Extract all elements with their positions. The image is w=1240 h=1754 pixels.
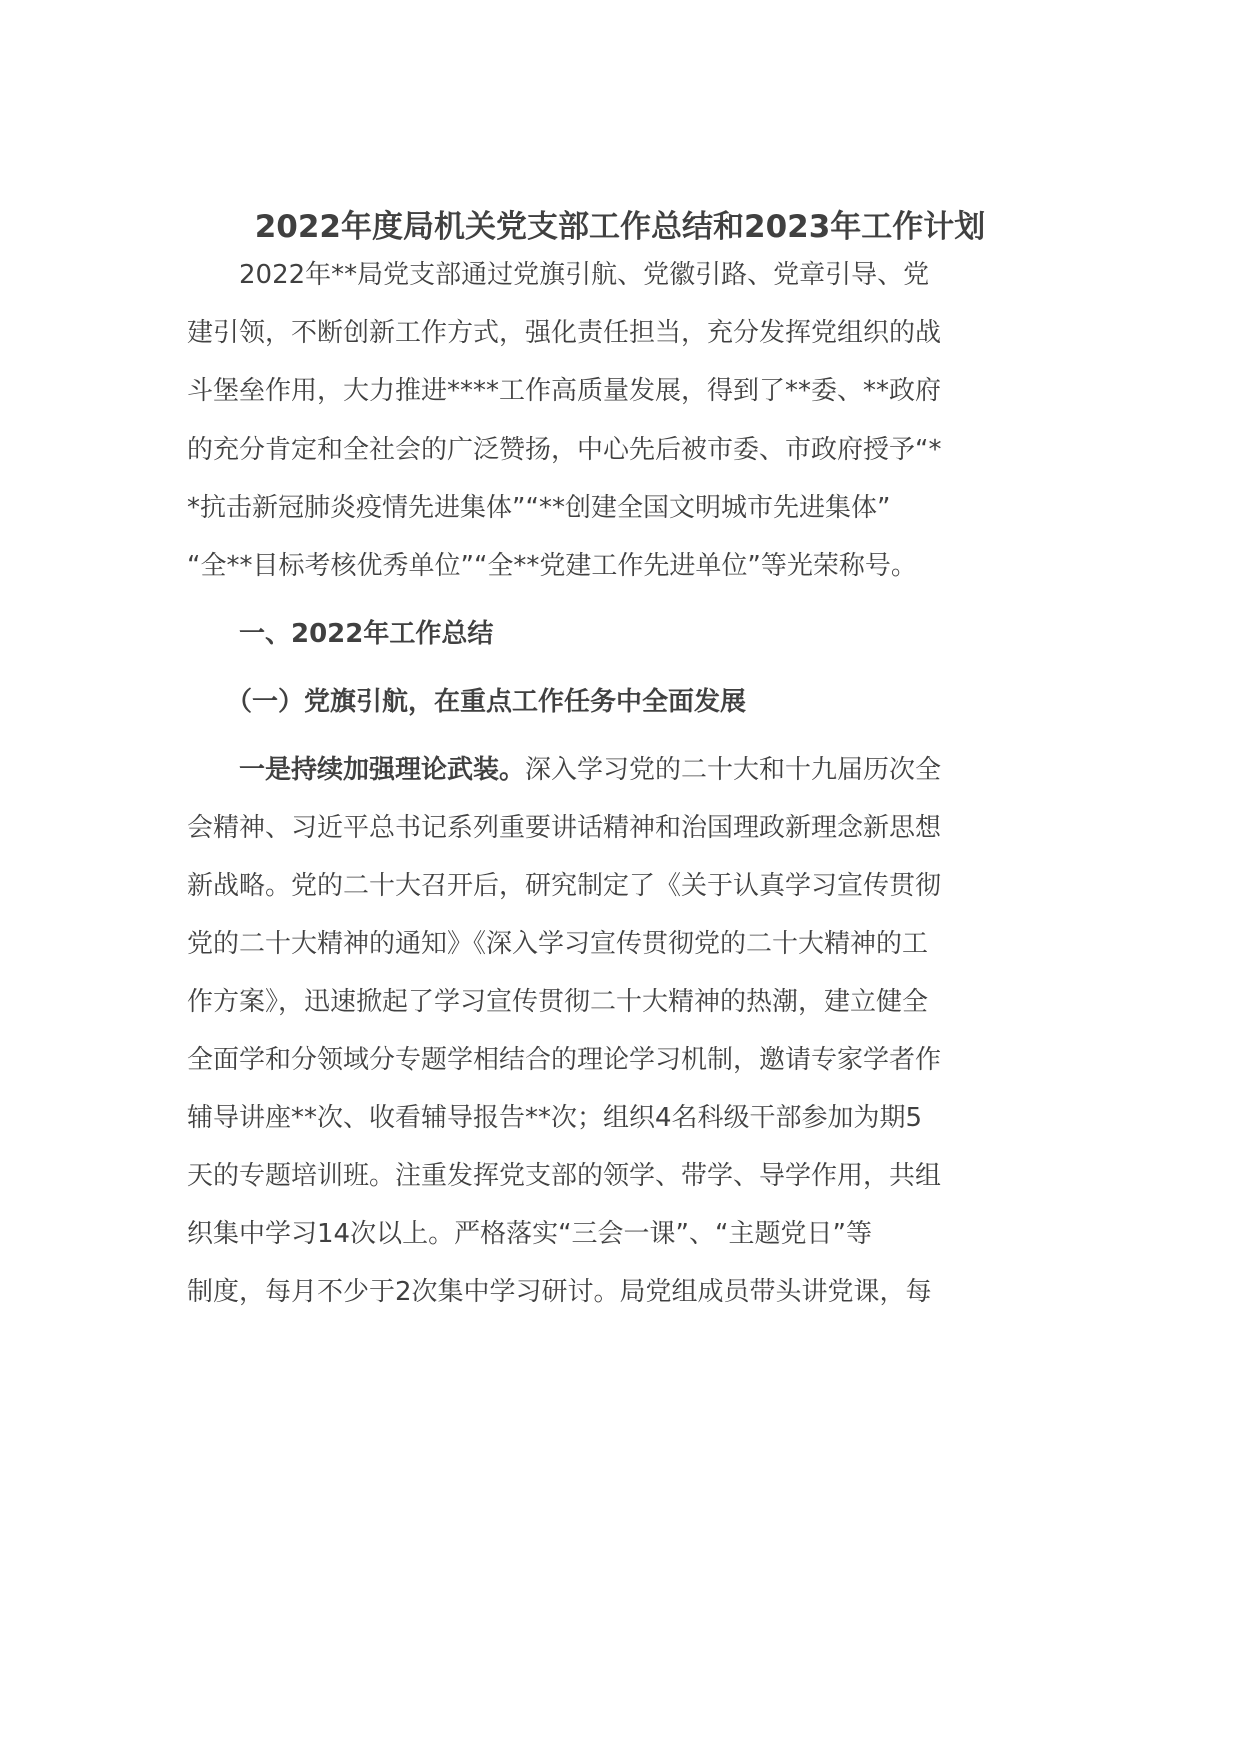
intro-line: *抗击新冠肺炎疫情先进集体”“**创建全国文明城市先进集体” xyxy=(187,493,891,523)
document-title: 2022年度局机关党支部工作总结和2023年工作计划 xyxy=(254,209,986,245)
intro-line: 2022年**局党支部通过党旗引航、党徽引路、党章引导、党 xyxy=(187,260,930,290)
paragraph-line: 织集中学习14次以上。严格落实“三会一课”、“主题党日”等 xyxy=(187,1219,872,1249)
paragraph-line: 天的专题培训班。注重发挥党支部的领学、带学、导学作用，共组 xyxy=(187,1161,942,1191)
paragraph-line: 会精神、习近平总书记系列重要讲话精神和治国理政新理念新思想 xyxy=(187,813,942,843)
paragraph-line: 全面学和分领域分专题学相结合的理论学习机制，邀请专家学者作 xyxy=(187,1045,942,1075)
section-heading: 一、2022年工作总结 xyxy=(187,619,494,649)
intro-line: “全**目标考核优秀单位”“全**党建工作先进单位”等光荣称号。 xyxy=(187,551,917,581)
paragraph-line: 制度，每月不少于2次集中学习研讨。局党组成员带头讲党课，每 xyxy=(187,1277,932,1307)
intro-line: 的充分肯定和全社会的广泛赞扬，中心先后被市委、市政府授予“* xyxy=(187,435,942,465)
intro-line: 建引领，不断创新工作方式，强化责任担当，充分发挥党组织的战 xyxy=(187,318,942,348)
paragraph-line: 新战略。党的二十大召开后，研究制定了《关于认真学习宣传贯彻 xyxy=(187,871,942,901)
paragraph-line: 党的二十大精神的通知》《深入学习宣传贯彻党的二十大精神的工 xyxy=(187,929,929,959)
paragraph-line: 作方案》，迅速掀起了学习宣传贯彻二十大精神的热潮，建立健全 xyxy=(187,987,929,1017)
paragraph-lead: 一是持续加强理论武装。 xyxy=(187,755,526,785)
paragraph-text: 深入学习党的二十大和十九届历次全 xyxy=(525,755,942,785)
subsection-heading: （一）党旗引航，在重点工作任务中全面发展 xyxy=(187,687,747,717)
intro-line: 斗堡垒作用，大力推进****工作高质量发展，得到了**委、**政府 xyxy=(187,376,942,406)
paragraph-first-line xyxy=(187,750,1057,790)
paragraph-line: 辅导讲座**次、收看辅导报告**次；组织4名科级干部参加为期5 xyxy=(187,1103,923,1133)
